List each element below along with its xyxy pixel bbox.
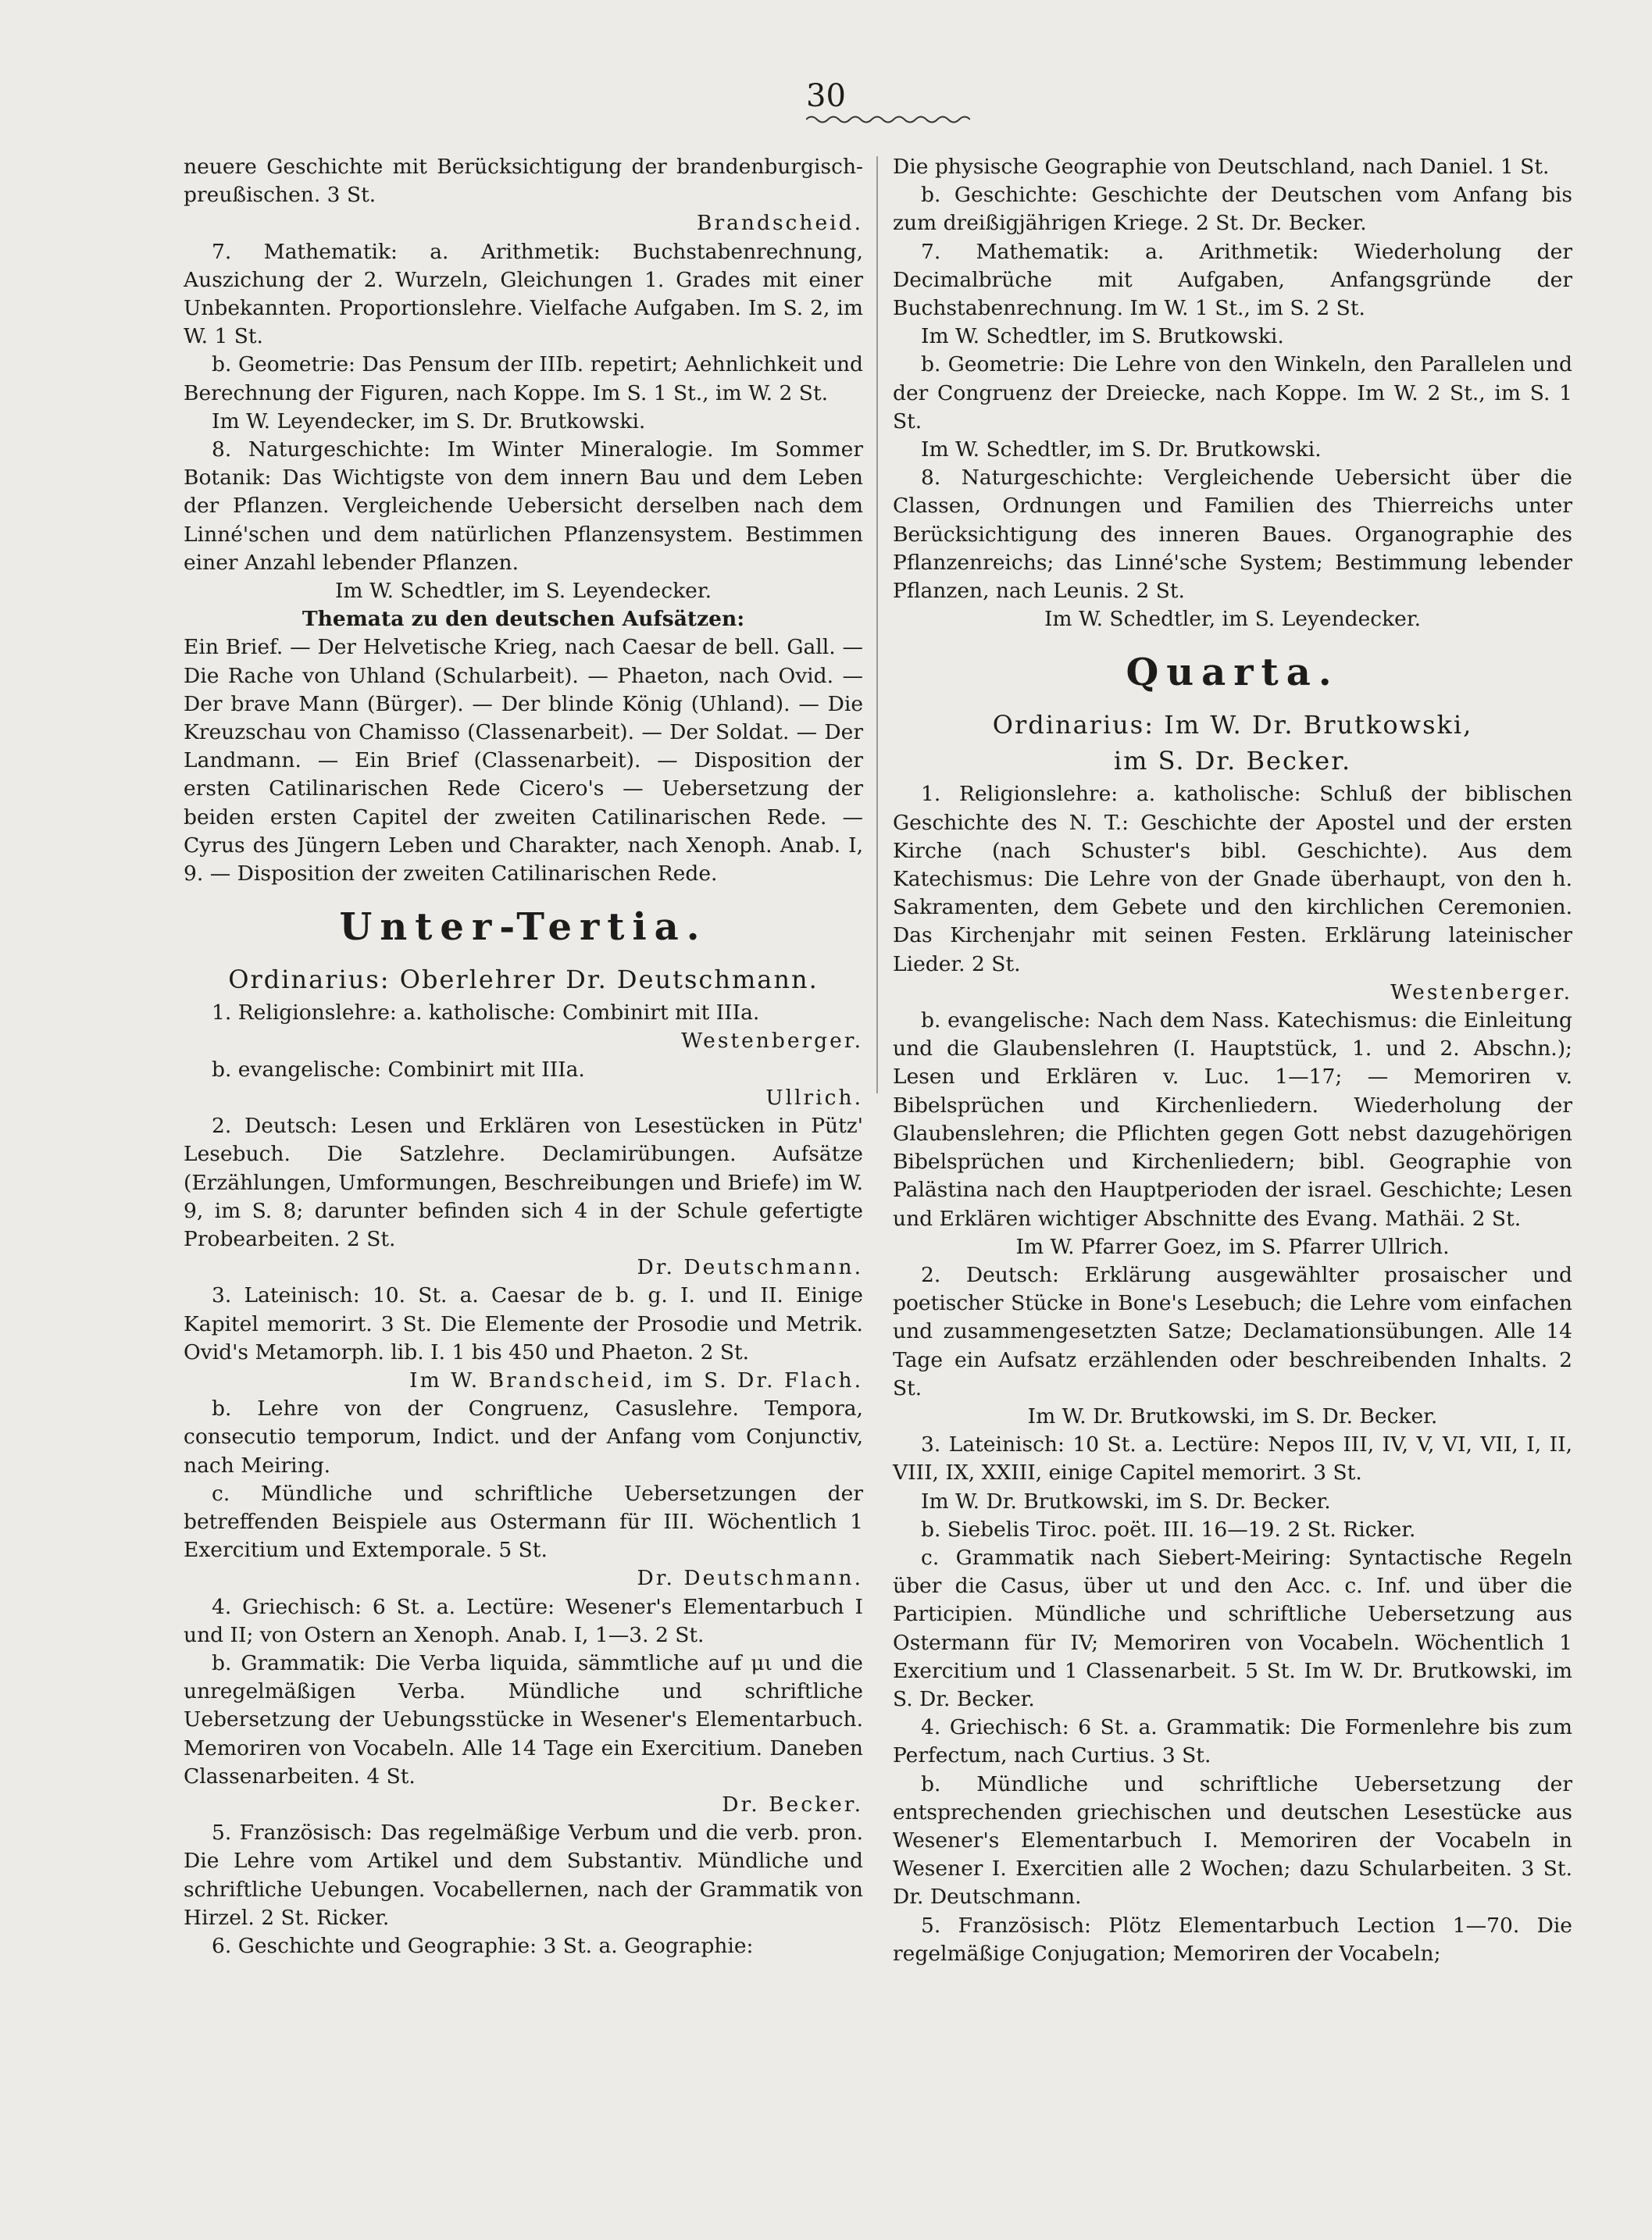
ordinarius-line: Ordinarius: Oberlehrer Dr. Deutschmann. bbox=[228, 965, 819, 995]
paragraph: 5. Französisch: Plötz Elementarbuch Lection 1—70. Die regelmäßige Conjugation; Memoriren der Vocabeln; bbox=[893, 1913, 1572, 1966]
left-column bbox=[184, 153, 863, 1960]
paragraph: 5. Französisch: Das regelmäßige Verbum und die verb. pron. Die Lehre vom Artikel und dem Substantiv. Mündliche und schriftliche Uebungen. Vocabellernen, nach der Grammatik von Hirzel. 2 St. Ricker. bbox=[184, 1821, 863, 1930]
signature: Im W. Dr. Brutkowski, im S. Dr. Becker. bbox=[921, 1489, 1331, 1514]
paragraph: b. Geometrie: Die Lehre von den Winkeln, den Parallelen und der Congruenz der Dreiecke, nach Koppe. Im W. 2 St., im S. 1 St. bbox=[893, 352, 1572, 433]
section-heading: Unter-Tertia. bbox=[339, 905, 708, 950]
column-divider bbox=[876, 156, 878, 1093]
paragraph: 8. Naturgeschichte: Im Winter Mineralogie. Im Sommer Botanik: Das Wichtigste von dem innern Bau und dem Leben der Pflanzen. Vergleichende Uebersicht derselben nach dem Linné'schen und dem natürlichen Pflanzensystem. Bestimmen einer Anzahl lebender Pflanzen. bbox=[184, 437, 863, 575]
paragraph: c. Mündliche und schriftliche Uebersetzungen der betreffenden Beispiele aus Ostermann für III. Wöchentlich 1 Exercitium und Extemporale. 5 St. bbox=[184, 1481, 863, 1563]
paragraph: b. Lehre von der Congruenz, Casuslehre. Tempora, consecutio temporum, Indict. und der Anfang vom Conjunctiv, nach Meiring. bbox=[184, 1396, 863, 1478]
paragraph: b. Geschichte: Geschichte der Deutschen vom Anfang bis zum dreißigjährigen Kriege. 2 St. Dr. Becker. bbox=[893, 183, 1572, 236]
signature: Dr. Deutschmann. bbox=[637, 1566, 863, 1591]
paragraph: 4. Griechisch: 6 St. a. Grammatik: Die Formenlehre bis zum Perfectum, nach Curtius. 3 St. bbox=[893, 1715, 1572, 1768]
paragraph: 8. Naturgeschichte: Vergleichende Uebersicht über die Classen, Ordnungen und Familien des Thierreichs unter Berücksichtigung des inneren Baues. Organographie des Pflanzenreichs; das Linné'sche System; Bestimmung lebender Pflanzen, nach Leunis. 2 St. bbox=[893, 465, 1572, 604]
signature: Dr. Deutschmann. bbox=[637, 1255, 863, 1280]
page-number: 30 bbox=[806, 78, 846, 114]
section-heading: Quarta. bbox=[1126, 651, 1340, 695]
paragraph: 1. Religionslehre: a. katholische: Combinirt mit IIIa. bbox=[212, 1001, 760, 1025]
paragraph: neuere Geschichte mit Berücksichtigung der brandenburgisch-preußischen. 3 St. bbox=[184, 155, 863, 208]
paragraph: b. Mündliche und schriftliche Uebersetzung der entsprechenden griechischen und deutschen Lesestücke aus Wesener's Elementarbuch I. Memoriren der Vocabeln in Wesener I. Exercitien alle 2 Wochen; dazu Schularbeiten. 3 St. Dr. Deutschmann. bbox=[893, 1771, 1572, 1910]
paragraph: Die physische Geographie von Deutschland, nach Daniel. 1 St. bbox=[893, 155, 1550, 179]
paragraph: c. Grammatik nach Siebert-Meiring: Syntactische Regeln über die Casus, über ut und den Acc. c. Inf. und über die Participien. Mündliche und schriftliche Uebersetzung aus Ostermann für IV; Memoriren von Vocabeln. Wöchentlich 1 Exercitium und 1 Classenarbeit. 5 St. Im W. Dr. Brutkowski, im S. Dr. Becker. bbox=[893, 1545, 1572, 1711]
paragraph: 4. Griechisch: 6 St. a. Lectüre: Wesener's Elementarbuch I und II; von Ostern an Xenoph. Anab. I, 1—3. 2 St. bbox=[184, 1594, 863, 1647]
paragraph: 3. Lateinisch: 10 St. a. Lectüre: Nepos III, IV, V, VI, VII, I, II, VIII, IX, XXIII, einige Capitel memorirt. 3 St. bbox=[893, 1432, 1572, 1486]
paragraph: 7. Mathematik: a. Arithmetik: Buchstabenrechnung, Auszichung der 2. Wurzeln, Gleichungen 1. Grades mit einer Unbekannten. Proportionslehre. Vielfache Aufgaben. Im S. 2, im W. 1 St. bbox=[184, 239, 863, 349]
signature: Im W. Schedtler, im S. Brutkowski. bbox=[921, 324, 1284, 349]
signature: Im W. Schedtler, im S. Leyendecker. bbox=[334, 579, 712, 604]
signature: Brandscheid. bbox=[696, 211, 863, 236]
signature: Ullrich. bbox=[765, 1085, 863, 1110]
paragraph: 6. Geschichte und Geographie: 3 St. a. Geographie: bbox=[212, 1933, 754, 1958]
signature: Im W. Leyendecker, im S. Dr. Brutkowski. bbox=[212, 408, 646, 433]
ordinarius-line: im S. Dr. Becker. bbox=[1113, 746, 1352, 776]
paragraph: 2. Deutsch: Lesen und Erklären von Lesestücken in Pütz' Lesebuch. Die Satzlehre. Declamirübungen. Aufsätze (Erzählungen, Umformungen, Beschreibungen und Briefe) im W. 9, im S. 8; darunter befinden sich 4 in der Schule gefertigte Probearbeiten. 2 St. bbox=[184, 1114, 863, 1251]
ordinarius-line: Ordinarius: Im W. Dr. Brutkowski, bbox=[992, 710, 1473, 740]
paragraph: b. evangelische: Nach dem Nass. Katechismus: die Einleitung und die Glaubenslehren (I. Hauptstück, 1. und 2. Abschn.); Lesen und Erklären v. Luc. 1—17; — Memoriren v. Bibelsprüchen und Kirchenliedern. Wiederholung der Glaubenslehren; die Pflichten gegen Gott nebst dazugehörigen Bibelsprüchen und Kirchenliedern; bibl. Geographie von Palästina nach den Hauptperioden der israel. Geschichte; Lesen und Erklären wichtiger Abschnitte des Evang. Mathäi. 2 St. bbox=[893, 1008, 1572, 1231]
paragraph: 7. Mathematik: a. Arithmetik: Wiederholung der Decimalbrüche mit Aufgaben, Anfangsgründe der Buchstabenrechnung. Im W. 1 St., im S. 2 St. bbox=[893, 239, 1572, 321]
signature: Im W. Schedtler, im S. Leyendecker. bbox=[1044, 607, 1422, 632]
signature: Westenberger. bbox=[681, 1029, 863, 1054]
signature: Im W. Dr. Brutkowski, im S. Dr. Becker. bbox=[1027, 1404, 1438, 1429]
signature: Im W. Schedtler, im S. Dr. Brutkowski. bbox=[921, 437, 1322, 462]
right-column bbox=[893, 153, 1572, 1968]
signature: Im W. Brandscheid, im S. Dr. Flach. bbox=[409, 1368, 863, 1393]
paragraph: b. Siebelis Tiroc. poët. III. 16—19. 2 St. Ricker. bbox=[921, 1517, 1416, 1542]
paragraph: b. Grammatik: Die Verba liquida, sämmtliche auf μι und die unregelmäßigen Verba. Mündliche und schriftliche Uebersetzung der Uebungsstücke in Wesener's Elementarbuch. Memoriren von Vocabeln. Alle 14 Tage ein Exercitium. Daneben Classenarbeiten. 4 St. bbox=[184, 1650, 863, 1789]
paragraph: b. Geometrie: Das Pensum der IIIb. repetirt; Aehnlichkeit und Berechnung der Figuren, nach Koppe. Im S. 1 St., im W. 2 St. bbox=[184, 352, 863, 405]
ornament-rule bbox=[806, 114, 970, 125]
paragraph: 3. Lateinisch: 10. St. a. Caesar de b. g. I. und II. Einige Kapitel memorirt. 3 St. Die Elemente der Prosodie und Metrik. Ovid's Metamorph. lib. I. 1 bis 450 und Phaeton. 2 St. bbox=[184, 1283, 863, 1364]
signature: Im W. Pfarrer Goez, im S. Pfarrer Ullrich. bbox=[1015, 1234, 1450, 1259]
paragraph: 2. Deutsch: Erklärung ausgewählter prosaischer und poetischer Stücke in Bone's Lesebuch; die Lehre vom einfachen und zusammengesetzten Satze; Declamationsübungen. Alle 14 Tage ein Aufsatz erzählenden oder beschreibenden Inhalts. 2 St. bbox=[893, 1262, 1572, 1400]
themata-heading: Themata zu den deutschen Aufsätzen: bbox=[301, 607, 745, 632]
signature: Westenberger. bbox=[1390, 979, 1572, 1004]
signature: Dr. Becker. bbox=[722, 1792, 863, 1817]
paragraph: Ein Brief. — Der Helvetische Krieg, nach Caesar de bell. Gall. — Die Rache von Uhland (Schularbeit). — Phaeton, nach Ovid. — Der brave Mann (Bürger). — Der blinde König (Uhland). — Die Kreuzschau von Chamisso (Classenarbeit). — Der Soldat. — Der Landmann. — Ein Brief (Classenarbeit). — Disposition der ersten Catilinarischen Rede Cicero's — Uebersetzung der beiden ersten Capitel der zweiten Catilinarischen Rede. — Cyrus des Jüngern Leben und Charakter, nach Xenoph. Anab. I, 9. — Disposition der zweiten Catilinarischen Rede. bbox=[184, 635, 863, 886]
paragraph: b. evangelische: Combinirt mit IIIa. bbox=[212, 1057, 585, 1082]
paragraph: 1. Religionslehre: a. katholische: Schluß der biblischen Geschichte des N. T.: Geschichte der Apostel und der ersten Kirche (nach Schuster's bibl. Geschichte). Aus dem Katechismus: Die Lehre von der Gnade überhaupt, von den h. Sakramenten, dem Gebete und den kirchlichen Ceremonien. Das Kirchenjahr mit seinen Festen. Erklärung lateinischer Lieder. 2 St. bbox=[893, 782, 1572, 976]
